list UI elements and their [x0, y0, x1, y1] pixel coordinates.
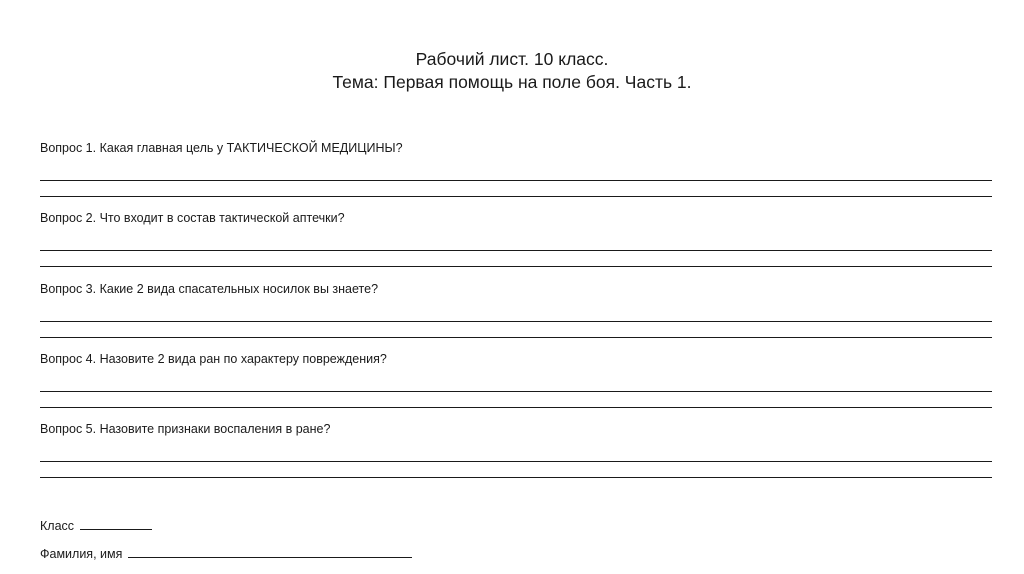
question-2-answer-line-2[interactable] [40, 266, 992, 267]
question-4-text: Вопрос 4. Назовите 2 вида ран по характеру повреждения? [40, 352, 387, 366]
question-1-answer-line-2[interactable] [40, 196, 992, 197]
question-5-text: Вопрос 5. Назовите признаки воспаления в ране? [40, 422, 331, 436]
question-5-answer-line-2[interactable] [40, 477, 992, 478]
worksheet-title: Рабочий лист. 10 класс. [415, 49, 609, 69]
class-field [40, 517, 152, 534]
question-2-text: Вопрос 2. Что входит в состав тактической аптечки? [40, 211, 345, 225]
name-blank[interactable] [128, 545, 412, 558]
class-blank[interactable] [80, 517, 152, 530]
question-3-answer-line-2[interactable] [40, 337, 992, 338]
question-4-answer-line-2[interactable] [40, 407, 992, 408]
question-2-answer-line-1[interactable] [40, 250, 992, 251]
name-label: Фамилия, имя [40, 547, 123, 561]
worksheet-topic: Тема: Первая помощь на поле боя. Часть 1. [332, 72, 692, 92]
question-3-text: Вопрос 3. Какие 2 вида спасательных носилок вы знаете? [40, 282, 379, 296]
question-1-answer-line-1[interactable] [40, 180, 992, 181]
question-5-answer-line-1[interactable] [40, 461, 992, 462]
name-field [40, 545, 412, 562]
question-3-answer-line-1[interactable] [40, 321, 992, 322]
question-1-text: Вопрос 1. Какая главная цель у ТАКТИЧЕСКОЙ МЕДИЦИНЫ? [40, 141, 403, 155]
question-4-answer-line-1[interactable] [40, 391, 992, 392]
class-label: Класс [40, 519, 75, 533]
